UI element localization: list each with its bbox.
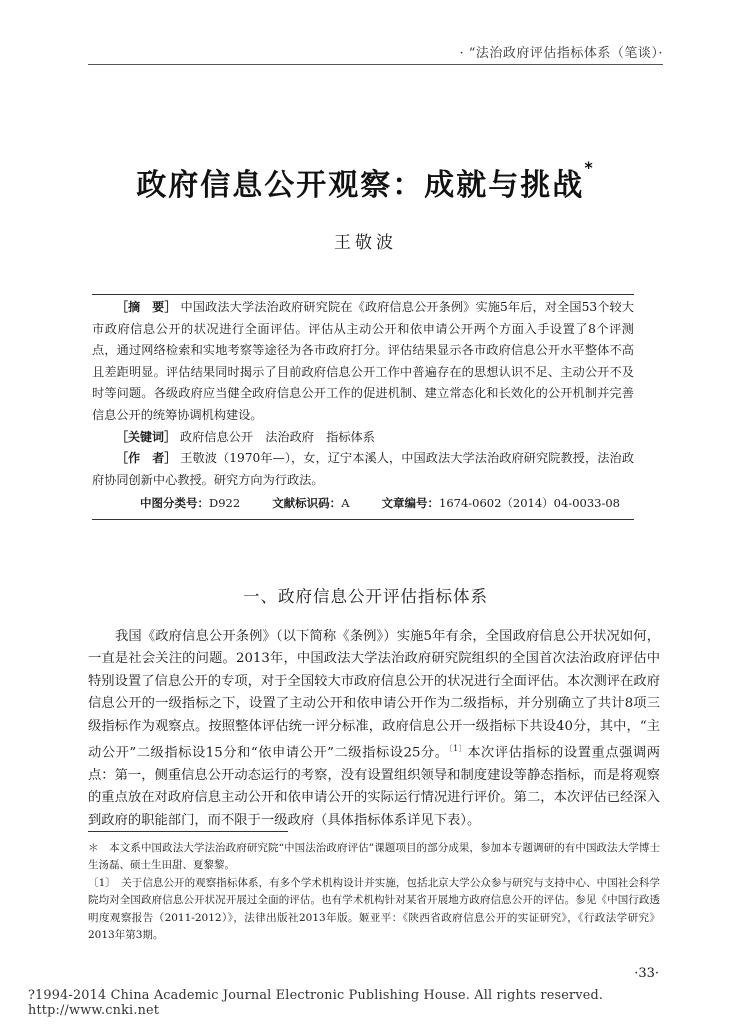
- page-number: ·33·: [634, 966, 659, 981]
- footnote-ref: 〔1〕: [448, 744, 468, 754]
- footnote-rule: [88, 831, 288, 832]
- abstract: [92, 297, 634, 427]
- footnotes: [88, 840, 660, 944]
- article-number: 文章编号：1674-0602（2014）04-0033-08: [381, 496, 620, 511]
- running-header: · “法治政府评估指标体系（笔谈）·: [459, 46, 663, 61]
- section-heading: 一、政府信息公开评估指标体系: [243, 587, 488, 606]
- abstract-bottom-rule: [92, 519, 634, 520]
- abstract-label: ［摘 要］: [116, 300, 177, 314]
- footnote-2: 〔1〕 关于信息公开的观察指标体系，有多个学术机构设计并实施，包括北京大学公众参与研究与支持中心、中国社会科学院均对全国政府信息公开状况开展过全面的评估。也有学术机构针对某省开展地方政府信息公开的评估。参见《中国行政透明度观察报告（2011-2012）》，法律出版社2013年版。姬亚平：《陕西省政府信息公开的实证研究》，《行政法学研究》2013年第3期。: [88, 876, 660, 942]
- header-rule: [88, 64, 663, 65]
- title-text: 政府信息公开观察：成就与挑战: [136, 168, 585, 203]
- author-info-label: ［作 者］: [116, 451, 177, 466]
- document-code: 文献标识码：A: [272, 496, 350, 511]
- title-footnote-mark: *: [584, 158, 595, 177]
- keywords-text: 政府信息公开 法治政府 指标体系: [179, 429, 375, 444]
- abstract-box: [92, 294, 634, 520]
- clc-code: 中图分类号：D922: [140, 496, 241, 511]
- article-meta: [92, 493, 634, 515]
- keywords: [92, 427, 634, 449]
- author-info: [92, 448, 634, 491]
- author-info-text: 王敬波（1970年—），女，辽宁本溪人，中国政法大学法治政府研究院教授，法治政府协同创新中心教授。研究方向为行政法。: [92, 451, 635, 487]
- author-name: 王敬波: [334, 233, 397, 253]
- abstract-top-rule: [92, 294, 634, 295]
- body-text: [88, 626, 660, 832]
- footnote-1: ＊ 本文系中国政法大学法治政府研究院“中国法治政府评估”课题项目的部分成果，参加本专题调研的有中国政法大学博士生汤磊、硕士生田甜、夏黎黎。: [88, 842, 660, 872]
- body-paragraph: 我国《政府信息公开条例》（以下简称《条例》）实施5年有余，全国政府信息公开状况如何，一直是社会关注的问题。2013年，中国政法大学法治政府研究院组织的全国首次法治政府评估中特别设置了信息公开的专项，对于全国较大市政府信息公开的状况进行全面评估。本次测评在政府信息公开的一级指标之下，设置了主动公开和依申请公开作为二级指标，并分别确立了共计8项三级指标作为观察点。按照整体评估统一评分标准，政府信息公开一级指标下共设40分，其中，“主动公开”二级指标设15分和“依申请公开”二级指标设25分。$^{〔1〕}$本次评估指标的设置重点强调两点：第一，侧重信息公开动态运行的考察，没有设置组织领导和制度建设等静态指标，而是将观察的重点放在对政府信息主动公开和依申请公开的实际运行情况进行评价。第二，本次评估已经深入到政府的职能部门，而不限于一级政府（具体指标体系详见下表）。: [88, 629, 661, 828]
- copyright-footer: ?1994-2014 China Academic Journal Electronic Publishing House. All rights reserved. http://www.cnki.net: [28, 988, 604, 1018]
- article-title: [0, 160, 731, 204]
- keywords-label: ［关键词］: [116, 429, 177, 444]
- abstract-text: 中国政法大学法治政府研究院在《政府信息公开条例》实施5年后，对全国53个较大市政府信息公开的状况进行全面评估。评估从主动公开和依申请公开两个方面入手设置了8个评测点，通过网络检索和实地考察等途径为各市政府打分。评估结果显示各市政府信息公开水平整体不高且差距明显。评估结果同时揭示了目前政府信息公开工作中普遍存在的思想认识不足、主动公开不及时等问题。各级政府应当健全政府信息公开工作的促进机制、建立常态化和长效化的公开机制并完善信息公开的统筹协调机构建设。: [92, 300, 634, 422]
